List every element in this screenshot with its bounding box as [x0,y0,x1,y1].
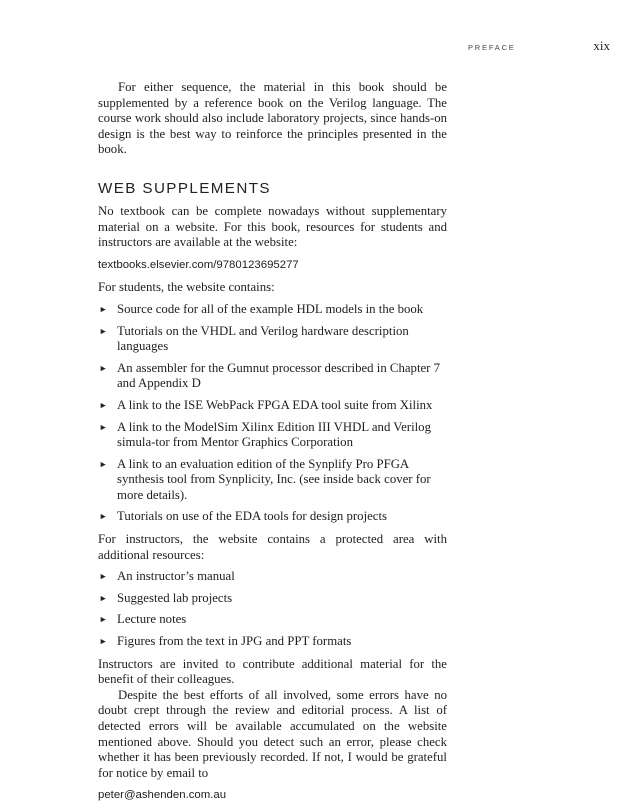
list-item [98,361,447,392]
list-item-text: A link to the ModelSim Xilinx Edition III VHDL and Verilog simula-tor from Mentor Graphics Corporation [117,419,431,450]
list-item [98,302,447,318]
instructor-resources-list [98,569,447,649]
bullet-arrow-icon: ► [99,303,108,314]
running-title: PREFACE [468,43,516,52]
bullet-arrow-icon: ► [99,511,108,522]
supplements-paragraph: No textbook can be complete nowadays without supplementary material on a website. For this book, resources for students and instructors are available at the website: [98,203,447,250]
list-item [98,634,447,650]
list-item-text: A link to an evaluation edition of the Synplify Pro PFGA synthesis tool from Synplicity, Inc. (see inside back cover for more details). [117,456,431,502]
bullet-arrow-icon: ► [99,592,108,603]
bullet-arrow-icon: ► [99,362,108,373]
list-item-text: Tutorials on the VHDL and Verilog hardware description languages [117,323,409,354]
bullet-arrow-icon: ► [99,325,108,336]
section-heading: WEB SUPPLEMENTS [98,179,271,197]
list-item-text: An instructor’s manual [117,569,235,584]
bullet-arrow-icon: ► [99,571,108,582]
instructors-intro: For instructors, the website contains a protected area with additional resources: [98,532,447,562]
contribute-paragraph: Instructors are invited to contribute additional material for the benefit of their colleagues. [98,656,447,687]
website-url: textbooks.elsevier.com/9780123695277 [98,258,299,271]
list-item [98,509,447,525]
list-item-text: Lecture notes [117,612,187,627]
bullet-arrow-icon: ► [99,399,108,410]
student-resources-list [98,302,447,525]
list-item-text: Suggested lab projects [117,590,233,605]
list-item [98,420,447,451]
running-head [468,38,610,54]
list-item [98,569,447,585]
errata-paragraph: Despite the best efforts of all involved, some errors have no doubt crept through the review and editorial process. A list of detected errors will be available accumulated on the website mentioned above. Should you detect such an error, please check whether it has been previously recorded. If not, I would be grateful for notice by email to [98,687,447,780]
intro-paragraph: For either sequence, the material in this book should be supplemented by a reference book on the Verilog language. The course work should also include laboratory projects, since hands-on design is the best way to reinforce the principles presented in the book. [98,80,447,157]
bullet-arrow-icon: ► [99,458,108,469]
page-body [98,80,447,804]
list-item-text: Source code for all of the example HDL models in the book [117,301,424,316]
students-intro: For students, the website contains: [98,280,275,295]
list-item [98,457,447,504]
list-item [98,324,447,355]
bullet-arrow-icon: ► [99,636,108,647]
bullet-arrow-icon: ► [99,614,108,625]
bullet-arrow-icon: ► [99,421,108,432]
list-item-text: Figures from the text in JPG and PPT formats [117,634,352,649]
page-number: xix [593,38,610,53]
list-item-text: An assembler for the Gumnut processor described in Chapter 7 and Appendix D [117,360,441,391]
author-email: peter@ashenden.com.au [98,789,227,802]
list-item [98,591,447,607]
list-item-text: Tutorials on use of the EDA tools for design projects [117,509,388,524]
list-item [98,398,447,414]
list-item [98,612,447,628]
list-item-text: A link to the ISE WebPack FPGA EDA tool suite from Xilinx [117,397,433,412]
